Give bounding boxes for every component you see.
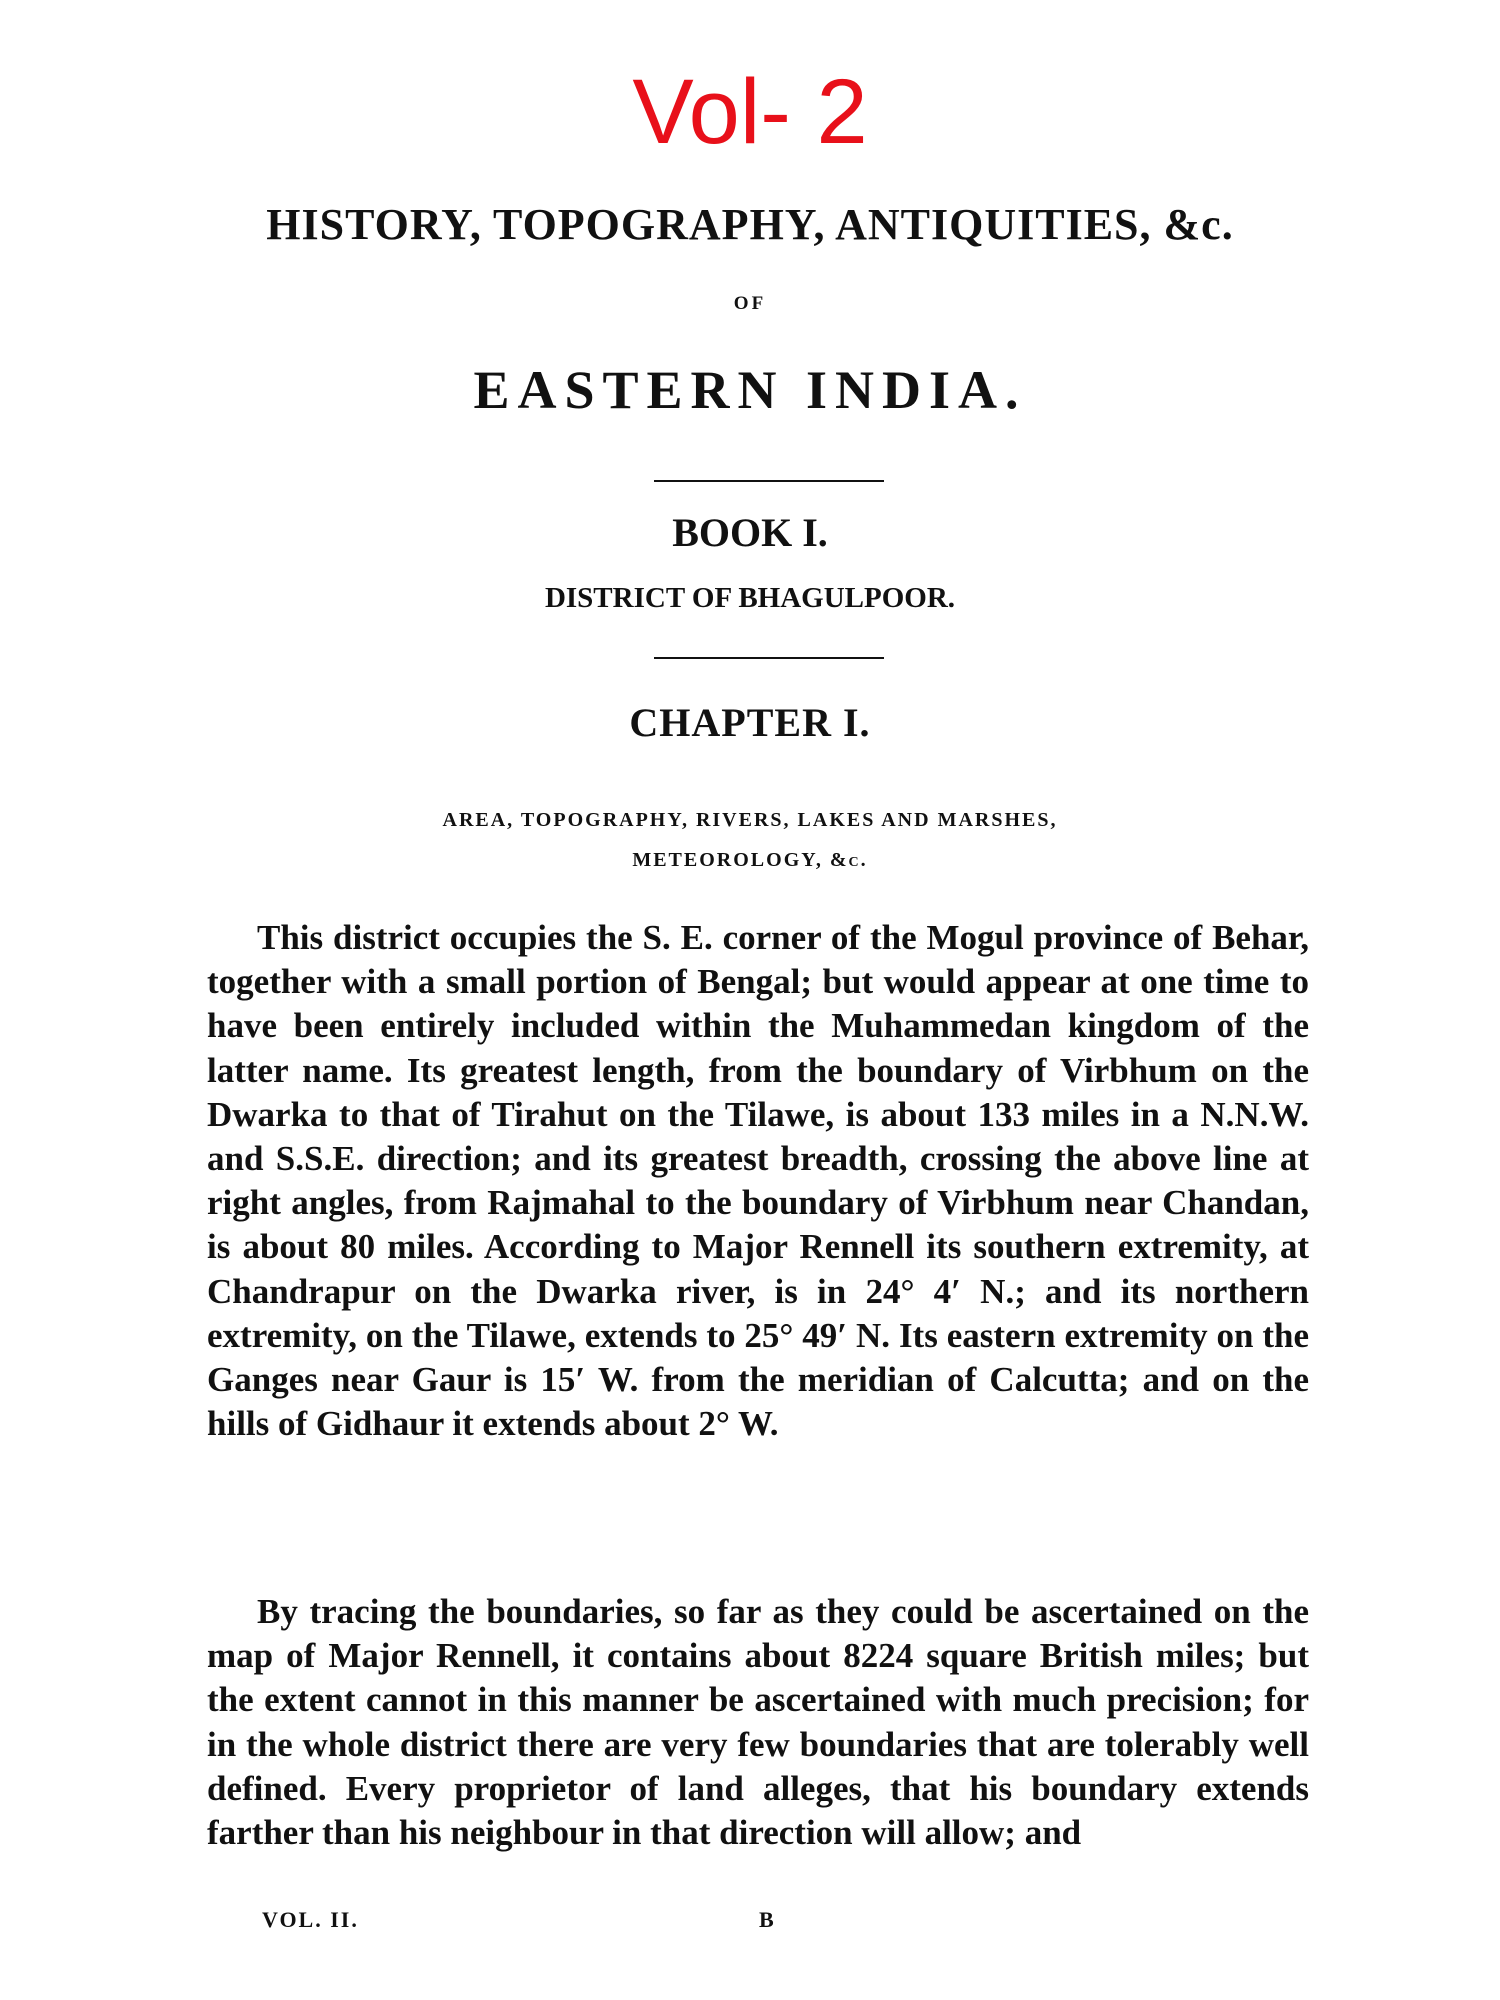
district-heading: DISTRICT OF BHAGULPOOR.: [544, 582, 956, 614]
chapter-summary-line: METEOROLOGY, &c.: [632, 849, 868, 871]
signature-mark: B: [759, 1907, 776, 1932]
body-text-block: [207, 916, 1309, 1446]
chapter-heading: CHAPTER I.: [629, 700, 871, 745]
subject-title: EASTERN INDIA.: [473, 360, 1027, 420]
main-title: HISTORY, TOPOGRAPHY, ANTIQUITIES, &c.: [266, 200, 1234, 249]
paragraph: This district occupies the S. E. corner of the Mogul province of Behar, together with a small portion of Bengal; but would appear at one time to have been entirely included within the Muhammedan kingdom of the latter name. Its greatest length, from the boundary of Virbhum on the Dwarka to that of Tirahut on the Tilawe, is about 133 miles in a N.N.W. and S.S.E. direction; and its greatest breadth, crossing the above line at right angles, from Rajmahal to the boundary of Virbhum near Chandan, is about 80 miles. According to Major Rennell its southern extremity, at Chandrapur on the Dwarka river, is in 24° 4′ N.; and its northern extremity, on the Tilawe, extends to 25° 49′ N. Its eastern extremity on the Ganges near Gaur is 15′ W. from the meridian of Calcutta; and on the hills of Gidhaur it extends about 2° W.: [207, 918, 1309, 1444]
divider-rule: [654, 657, 884, 659]
chapter-summary: [0, 800, 1500, 880]
chapter-summary-line: AREA, TOPOGRAPHY, RIVERS, LAKES AND MARSHES,: [442, 809, 1058, 831]
paragraph: By tracing the boundaries, so far as they could be ascertained on the map of Major Rennell, it contains about 8224 square British miles; but the extent cannot in this manner be ascertained with much precision; for in the whole district there are very few boundaries that are tolerably well defined. Every proprietor of land alleges, that his boundary extends farther than his neighbour in that direction will allow; and: [207, 1592, 1309, 1853]
title-connector: OF: [733, 293, 767, 314]
divider-rule: [654, 480, 884, 482]
volume-footer: VOL. II.: [262, 1907, 359, 1932]
body-text-block: [207, 1590, 1309, 1855]
volume-overlay-label: Vol- 2: [632, 61, 868, 163]
book-heading: BOOK I.: [672, 510, 828, 555]
